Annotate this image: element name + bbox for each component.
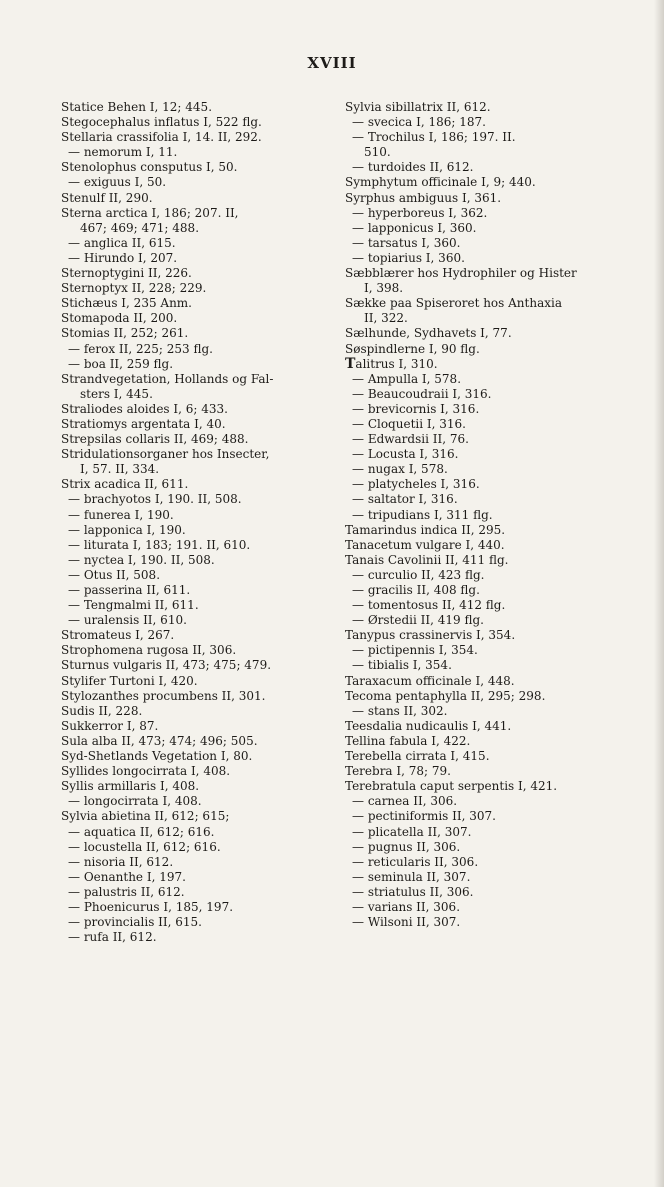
page-edge-shadow — [654, 0, 664, 1187]
index-entry: Søspindlerne I, 90 flg. — [345, 341, 480, 356]
index-subentry: — carnea II, 306. — [352, 794, 458, 809]
index-entry: Taraxacum officinale I, 448. — [345, 673, 515, 688]
index-entry-continuation: 467; 469; 471; 488. — [80, 220, 200, 235]
index-subentry: — pictipennis I, 354. — [352, 643, 478, 658]
index-subentry: — svecica I, 186; 187. — [352, 115, 486, 130]
index-entry: Stridulationsorganer hos Insecter, — [61, 447, 270, 462]
index-entry: Tanais Cavolinii II, 411 flg. — [345, 552, 509, 567]
index-entry: Tellina fabula I, 422. — [345, 733, 471, 748]
index-subentry: — tomentosus II, 412 flg. — [352, 598, 506, 613]
index-subentry: — rufa II, 612. — [68, 930, 157, 945]
index-entry: Syllis armillaris I, 408. — [61, 779, 200, 794]
index-subentry: — pectiniformis II, 307. — [352, 809, 496, 824]
index-subentry: — exiguus I, 50. — [68, 175, 167, 190]
index-subentry: — nugax I, 578. — [352, 462, 448, 477]
index-entry: Terebratula caput serpentis I, 421. — [345, 779, 558, 794]
index-entry: Tanypus crassinervis I, 354. — [345, 628, 516, 643]
index-subentry: — plicatella II, 307. — [352, 824, 472, 839]
index-subentry: — anglica II, 615. — [68, 235, 176, 250]
index-subentry: — lapponicus I, 360. — [352, 220, 477, 235]
index-subentry: — Otus II, 508. — [68, 567, 161, 582]
index-entry: Sylvia abietina II, 612; 615; — [61, 809, 230, 824]
index-entry: Symphytum officinale I, 9; 440. — [345, 175, 536, 190]
index-subentry: — longocirrata I, 408. — [68, 794, 202, 809]
index-subentry: — hyperboreus I, 362. — [352, 205, 488, 220]
index-subentry: — nisoria II, 612. — [68, 854, 174, 869]
index-entry: Syllides longocirrata I, 408. — [61, 764, 231, 779]
index-subentry: — varians II, 306. — [352, 899, 461, 914]
index-subentry: — passerina II, 611. — [68, 583, 191, 597]
index-subentry: — boa II, 259 flg. — [68, 356, 174, 371]
index-entry: Syd-Shetlands Vegetation I, 80. — [61, 749, 253, 764]
index-subentry: — Edwardsii II, 76. — [352, 432, 469, 447]
index-subentry: — curculio II, 423 flg. — [352, 567, 485, 582]
index-entry: Stomapoda II, 200. — [61, 311, 178, 326]
index-subentry: — brevicornis I, 316. — [352, 401, 480, 416]
index-entry: Sternoptygini II, 226. — [61, 266, 192, 281]
index-subentry: — Trochilus I, 186; 197. II. — [352, 130, 516, 145]
index-entry: Stenulf II, 290. — [61, 190, 153, 205]
index-entry: Statice Behen I, 12; 445. — [61, 100, 213, 114]
index-subentry: — stans II, 302. — [352, 703, 448, 718]
index-entry: Tanacetum vulgare I, 440. — [345, 537, 505, 552]
index-entry-continuation: I, 398. — [364, 281, 404, 296]
index-subentry: — gracilis II, 408 flg. — [352, 583, 480, 597]
index-entry: Strepsilas collaris II, 469; 488. — [61, 432, 249, 447]
page-number: XVIII — [307, 54, 357, 72]
index-subentry: — pugnus II, 306. — [352, 839, 461, 854]
index-entry: Sudis II, 228. — [61, 703, 143, 718]
index-entry-continuation: I, 57. II, 334. — [80, 462, 160, 477]
index-entry: Terebra I, 78; 79. — [345, 764, 451, 779]
index-entry: Talitrus I, 310. — [345, 355, 438, 372]
index-entry: Tamarindus indica II, 295. — [345, 522, 506, 537]
index-entry: Stromateus I, 267. — [61, 628, 175, 643]
index-subentry: — locustella II, 612; 616. — [68, 839, 221, 854]
index-entry: Stratiomys argentata I, 40. — [61, 416, 226, 431]
index-subentry: — Beaucoudraii I, 316. — [352, 386, 492, 401]
index-subentry: — tripudians I, 311 flg. — [352, 507, 493, 522]
index-subentry: — seminula II, 307. — [352, 869, 471, 884]
index-entry: Sterna arctica I, 186; 207. II, — [61, 205, 239, 220]
index-subentry: — saltator I, 316. — [352, 492, 458, 507]
index-subentry: — nyctea I, 190. II, 508. — [68, 552, 215, 567]
index-entry: Sternoptyx II, 228; 229. — [61, 281, 207, 296]
index-entry: Syrphus ambiguus I, 361. — [345, 190, 502, 205]
index-subentry: — tibialis I, 354. — [352, 658, 452, 673]
index-entry-continuation: 510. — [364, 145, 391, 160]
index-subentry: — topiarius I, 360. — [352, 250, 465, 265]
index-entry: Stylozanthes procumbens II, 301. — [61, 688, 266, 703]
index-subentry: — Wilsoni II, 307. — [352, 915, 461, 930]
index-entry: Stichæus I, 235 Anm. — [61, 296, 192, 311]
index-entry: Sælhunde, Sydhavets I, 77. — [345, 326, 512, 341]
index-subentry: — Locusta I, 316. — [352, 447, 459, 462]
index-subentry: — uralensis II, 610. — [68, 613, 187, 628]
left-index-column — [61, 100, 341, 945]
index-subentry: — palustris II, 612. — [68, 884, 185, 899]
index-subentry: — lapponica I, 190. — [68, 522, 186, 537]
index-entry: Strix acadica II, 611. — [61, 477, 189, 492]
index-entry-continuation: sters I, 445. — [80, 386, 153, 401]
index-subentry: — funerea I, 190. — [68, 507, 174, 522]
index-entry: Stegocephalus inflatus I, 522 flg. — [61, 115, 262, 130]
index-subentry: — aquatica II, 612; 616. — [68, 824, 215, 839]
index-entry: Strophomena rugosa II, 306. — [61, 643, 237, 658]
index-subentry: — platycheles I, 316. — [352, 477, 480, 492]
index-subentry: — Tengmalmi II, 611. — [68, 598, 199, 613]
index-entry: Strandvegetation, Hollands og Fal- — [61, 371, 274, 386]
index-entry: Stylifer Turtoni I, 420. — [61, 673, 198, 688]
index-entry: Straliodes aloides I, 6; 433. — [61, 401, 228, 416]
index-subentry: — Hirundo I, 207. — [68, 250, 178, 265]
index-entry: Sula alba II, 473; 474; 496; 505. — [61, 733, 258, 748]
index-subentry: — Oenanthe I, 197. — [68, 869, 186, 884]
index-entry: Sæbblærer hos Hydrophiler og Hister — [345, 266, 577, 281]
index-entry: Terebella cirrata I, 415. — [345, 749, 490, 764]
index-entry: Stenolophus consputus I, 50. — [61, 160, 238, 175]
index-entry: Tecoma pentaphylla II, 295; 298. — [345, 688, 546, 703]
index-entry: Sylvia sibillatrix II, 612. — [345, 100, 491, 114]
index-subentry: — turdoides II, 612. — [352, 160, 474, 175]
index-subentry: — nemorum I, 11. — [68, 145, 178, 160]
index-entry-continuation: II, 322. — [364, 311, 408, 326]
index-subentry: — reticularis II, 306. — [352, 854, 479, 869]
index-entry: Stomias II, 252; 261. — [61, 326, 189, 341]
index-subentry: — Cloquetii I, 316. — [352, 416, 466, 431]
index-entry: Sturnus vulgaris II, 473; 475; 479. — [61, 658, 272, 673]
index-subentry: — tarsatus I, 360. — [352, 235, 461, 250]
index-subentry: — ferox II, 225; 253 flg. — [68, 341, 213, 356]
index-subentry: — liturata I, 183; 191. II, 610. — [68, 537, 251, 552]
index-subentry: — brachyotos I, 190. II, 508. — [68, 492, 242, 507]
index-entry: Teesdalia nudicaulis I, 441. — [345, 718, 512, 733]
index-entry: Sække paa Spiseroret hos Anthaxia — [345, 296, 562, 311]
index-entry: Stellaria crassifolia I, 14. II, 292. — [61, 130, 262, 145]
index-subentry: — Ørstedii II, 419 flg. — [352, 613, 484, 628]
index-subentry: — Phoenicurus I, 185, 197. — [68, 899, 234, 914]
index-subentry: — Ampulla I, 578. — [352, 371, 462, 386]
index-subentry: — striatulus II, 306. — [352, 884, 474, 899]
index-subentry: — provincialis II, 615. — [68, 915, 202, 930]
right-index-column — [345, 100, 645, 930]
index-entry: Sukkerror I, 87. — [61, 718, 159, 733]
